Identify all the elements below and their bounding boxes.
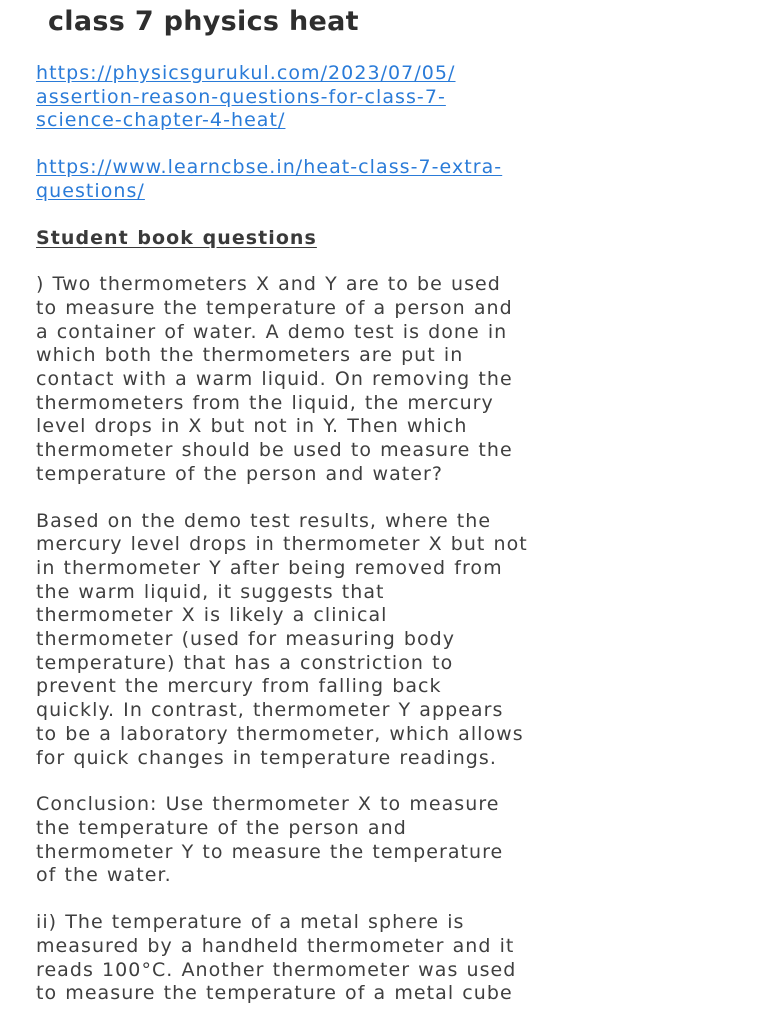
section-heading-paragraph xyxy=(36,227,748,251)
text-line: in thermometer Y after being removed from xyxy=(36,556,503,579)
text-line: thermometer should be used to measure the xyxy=(36,439,513,462)
conclusion-1 xyxy=(36,793,748,888)
text-line: level drops in X but not in Y. Then which xyxy=(36,415,468,438)
text-line: reads 100°C. Another thermometer was used xyxy=(36,958,517,981)
link-line: https://physicsgurukul.com/2023/07/05/ xyxy=(36,62,456,84)
text-line: to be a laboratory thermometer, which allows xyxy=(36,722,524,745)
text-line: mercury level drops in thermometer X but not xyxy=(36,533,528,556)
text-line: thermometer (used for measuring body xyxy=(36,628,456,651)
document-body xyxy=(36,62,748,1024)
answer-1 xyxy=(36,510,748,771)
question-2 xyxy=(36,911,748,1006)
text-line: contact with a warm liquid. On removing the xyxy=(36,368,513,391)
question-1 xyxy=(36,273,748,486)
text-line: to measure the temperature of a metal cube xyxy=(36,982,513,1005)
physicsgurukul-link[interactable] xyxy=(36,62,456,131)
text-line: for quick changes in temperature readings. xyxy=(36,746,497,769)
text-line: Based on the demo test results, where the xyxy=(36,509,492,532)
text-line: ii) The temperature of a metal sphere is xyxy=(36,911,465,934)
text-line: thermometer Y to measure the temperature xyxy=(36,840,504,863)
link-paragraph-physicsgurukul xyxy=(36,62,748,133)
text-line: thermometer X is likely a clinical xyxy=(36,604,388,627)
text-line: thermometers from the liquid, the mercury xyxy=(36,391,494,414)
text-line: the temperature of the person and xyxy=(36,816,407,839)
text-line: the warm liquid, it suggests that xyxy=(36,580,385,603)
link-line: https://www.learncbse.in/heat-class-7-extra- xyxy=(36,156,503,179)
link-line: assertion-reason-questions-for-class-7- xyxy=(36,85,446,108)
text-line: a container of water. A demo test is done in xyxy=(36,320,508,343)
section-heading: Student book questions xyxy=(36,226,317,249)
link-paragraph-learncbse xyxy=(36,156,748,203)
document-title: class 7 physics heat xyxy=(48,6,359,37)
text-line: which both the thermometers are put in xyxy=(36,344,464,367)
text-line: measured by a handheld thermometer and it xyxy=(36,934,515,957)
text-line: ) Two thermometers X and Y are to be used xyxy=(36,273,501,296)
text-line: temperature of the person and water? xyxy=(36,462,444,485)
text-line: to measure the temperature of a person and xyxy=(36,296,513,319)
text-line: Conclusion: Use thermometer X to measure xyxy=(36,793,500,816)
text-line: quickly. In contrast, thermometer Y appears xyxy=(36,699,504,722)
learncbse-link[interactable] xyxy=(36,156,502,202)
text-line: of the water. xyxy=(36,864,172,887)
text-line: prevent the mercury from falling back xyxy=(36,675,442,698)
link-line: science-chapter-4-heat/ xyxy=(36,109,286,132)
link-line: questions/ xyxy=(36,179,145,202)
text-line: temperature) that has a constriction to xyxy=(36,651,454,674)
